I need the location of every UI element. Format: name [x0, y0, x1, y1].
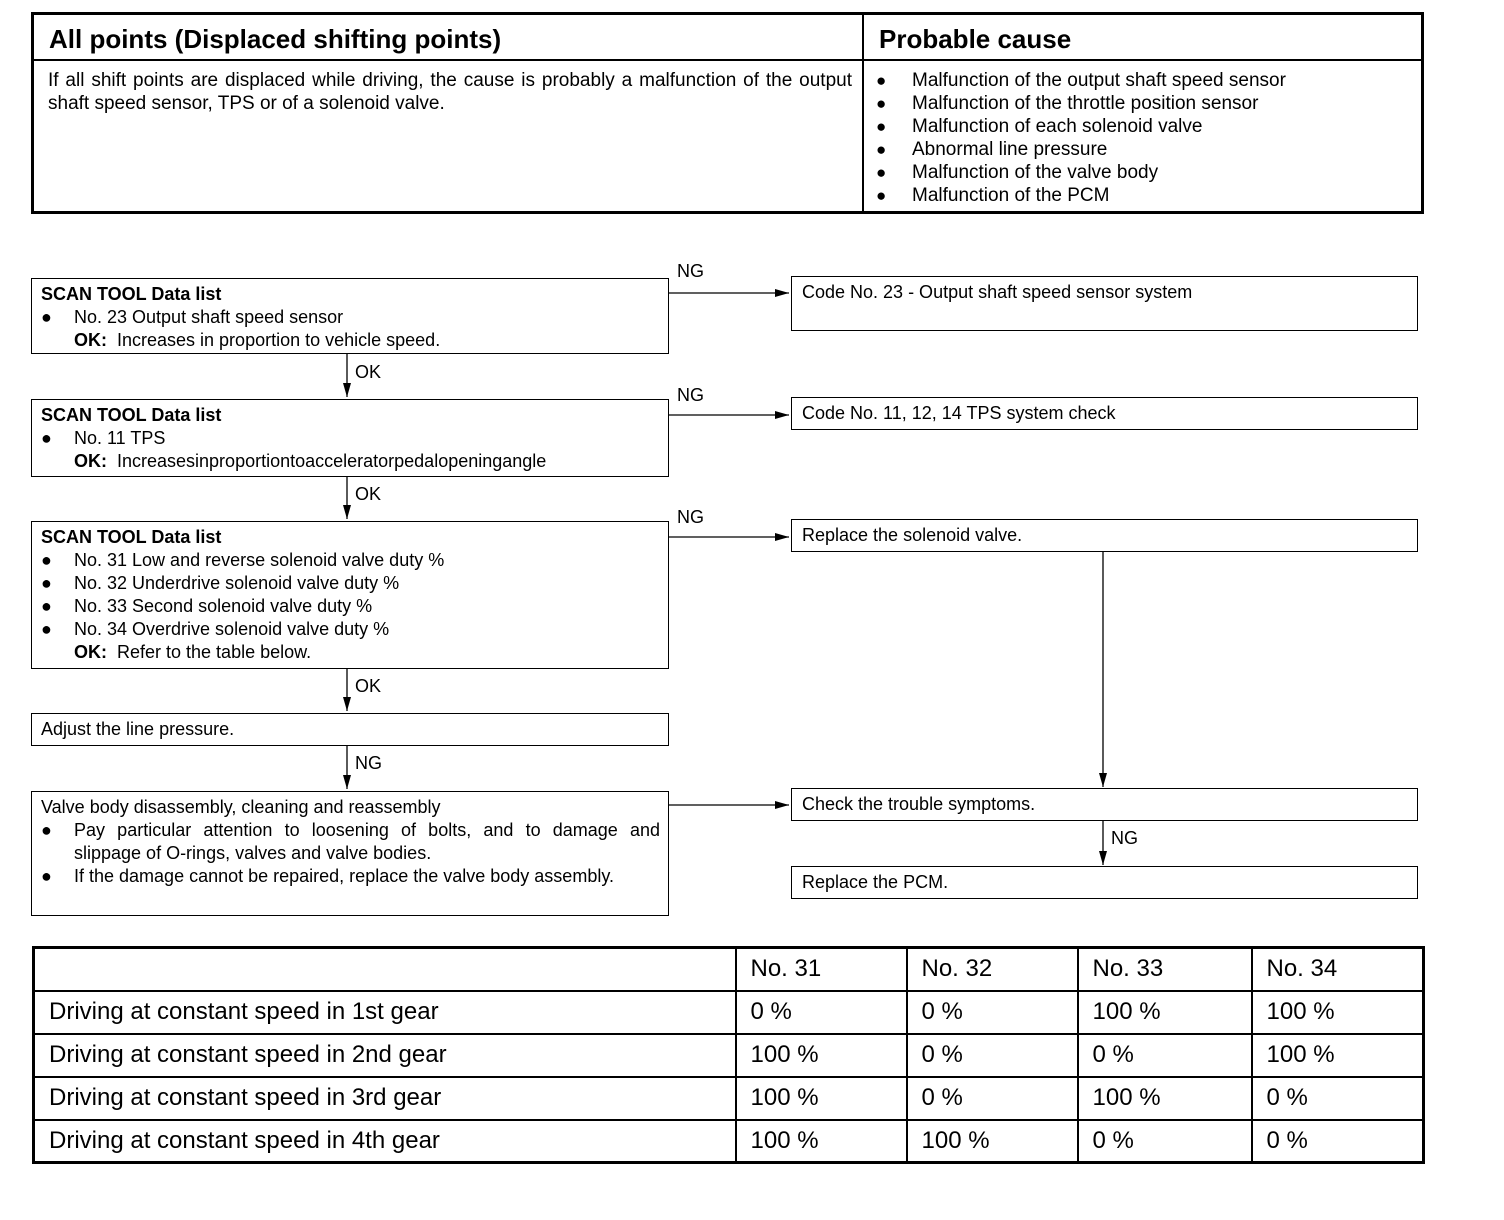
scan-tool-step-3 — [31, 521, 669, 669]
symptom-header: All points (Displaced shifting points) — [49, 24, 502, 54]
ok-criteria: OK: Increases in proportion to vehicle speed. — [74, 330, 441, 350]
table-row — [34, 1034, 1424, 1077]
bullet-icon: ● — [876, 71, 887, 90]
step-item: ● No. 31 Low and reverse solenoid valve duty % — [41, 550, 445, 570]
ok-label: OK — [355, 484, 382, 504]
table-cell: 100 % — [1078, 1077, 1252, 1120]
table-row — [34, 991, 1424, 1034]
step-item: ● No. 34 Overdrive solenoid valve duty % — [41, 619, 390, 639]
bullet-icon: ● — [876, 94, 887, 113]
ng-label: NG — [677, 261, 704, 281]
scan-tool-step-2 — [31, 399, 669, 477]
bullet-icon: ● — [876, 163, 887, 182]
result-replace-pcm: Replace the PCM. — [791, 866, 1418, 899]
adjust-line-pressure-step — [31, 713, 669, 746]
bullet-icon: ● — [41, 573, 52, 593]
step-item: ● No. 32 Underdrive solenoid valve duty % — [41, 573, 400, 593]
bullet-icon: ● — [41, 820, 52, 840]
bullet-icon: ● — [41, 596, 52, 616]
ng-label: NG — [355, 753, 382, 773]
bullet-icon: ● — [41, 619, 52, 639]
cause-item: ● Malfunction of the PCM — [876, 185, 1110, 206]
ng-label: NG — [677, 507, 704, 527]
table-cell: Driving at constant speed in 4th gear — [34, 1120, 736, 1163]
ok-criteria: OK: Refer to the table below. — [74, 642, 312, 662]
table-cell: 0 % — [907, 1034, 1078, 1077]
result-tps-check: Code No. 11, 12, 14 TPS system check — [791, 397, 1418, 430]
cause-item: ● Malfunction of the output shaft speed sensor — [876, 70, 1286, 91]
bullet-icon: ● — [876, 186, 887, 205]
table-cell: 100 % — [907, 1120, 1078, 1163]
table-header-cell — [34, 948, 736, 991]
table-cell: 100 % — [736, 1120, 907, 1163]
step-item: ● Pay particular attention to loosening of bolts, and to damage and slippage of O-rings, valves and valve bodies. — [41, 820, 660, 863]
table-cell: 100 % — [1252, 1034, 1424, 1077]
bullet-icon: ● — [876, 140, 887, 159]
bullet-icon: ● — [876, 117, 887, 136]
scan-tool-step-1 — [31, 278, 669, 354]
table-cell: 100 % — [1078, 991, 1252, 1034]
symptom-description: If all shift points are displaced while driving, the cause is probably a malfunction of the output shaft speed sensor, TPS or of a solenoid valve. — [48, 70, 852, 114]
table-cell: 100 % — [736, 1077, 907, 1120]
bullet-icon: ● — [41, 866, 52, 886]
table-cell: 100 % — [736, 1034, 907, 1077]
step-title: SCAN TOOL Data list — [41, 527, 222, 547]
table-row — [34, 1120, 1424, 1163]
table-cell: Driving at constant speed in 2nd gear — [34, 1034, 736, 1077]
cause-item: ● Malfunction of each solenoid valve — [876, 116, 1203, 137]
table-cell: 0 % — [1078, 1034, 1252, 1077]
ok-criteria: OK: Increasesinproportiontoacceleratorpedalopeningangle — [74, 451, 547, 471]
step-title: SCAN TOOL Data list — [41, 405, 222, 425]
cause-item: ● Malfunction of the throttle position sensor — [876, 93, 1259, 114]
step-title: Valve body disassembly, cleaning and reassembly — [41, 797, 441, 817]
valve-body-step — [31, 791, 669, 916]
result-code-23: Code No. 23 - Output shaft speed sensor system — [791, 276, 1418, 331]
step-item: ● No. 23 Output shaft speed sensor — [41, 307, 344, 327]
table-header-cell: No. 31 — [736, 948, 907, 991]
bullet-icon: ● — [41, 428, 52, 448]
bullet-icon: ● — [41, 307, 52, 327]
step-text: Adjust the line pressure. — [41, 719, 235, 739]
cause-item: ● Abnormal line pressure — [876, 139, 1108, 160]
table-header-cell: No. 32 — [907, 948, 1078, 991]
table-cell: Driving at constant speed in 3rd gear — [34, 1077, 736, 1120]
table-row — [34, 1077, 1424, 1120]
result-replace-solenoid: Replace the solenoid valve. — [791, 519, 1418, 552]
bullet-icon: ● — [41, 550, 52, 570]
table-cell: 0 % — [1078, 1120, 1252, 1163]
cause-item: ● Malfunction of the valve body — [876, 162, 1159, 183]
table-cell: 0 % — [907, 991, 1078, 1034]
ng-label: NG — [1111, 828, 1138, 848]
ok-label: OK — [355, 676, 382, 696]
result-check-symptoms: Check the trouble symptoms. — [791, 788, 1418, 821]
table-header-cell: No. 33 — [1078, 948, 1252, 991]
step-item: ● If the damage cannot be repaired, replace the valve body assembly. — [41, 866, 614, 886]
step-title: SCAN TOOL Data list — [41, 284, 222, 304]
table-header-cell: No. 34 — [1252, 948, 1424, 991]
table-cell: 0 % — [736, 991, 907, 1034]
step-item: ● No. 11 TPS — [41, 428, 166, 448]
table-cell: Driving at constant speed in 1st gear — [34, 991, 736, 1034]
table-cell: 100 % — [1252, 991, 1424, 1034]
solenoid-duty-table — [32, 946, 1425, 1164]
table-header-row — [34, 948, 1424, 991]
probable-cause-header: Probable cause — [879, 24, 1072, 54]
step-item: ● No. 33 Second solenoid valve duty % — [41, 596, 373, 616]
table-cell: 0 % — [1252, 1120, 1424, 1163]
ng-label: NG — [677, 385, 704, 405]
table-cell: 0 % — [907, 1077, 1078, 1120]
ok-label: OK — [355, 362, 382, 382]
table-cell: 0 % — [1252, 1077, 1424, 1120]
